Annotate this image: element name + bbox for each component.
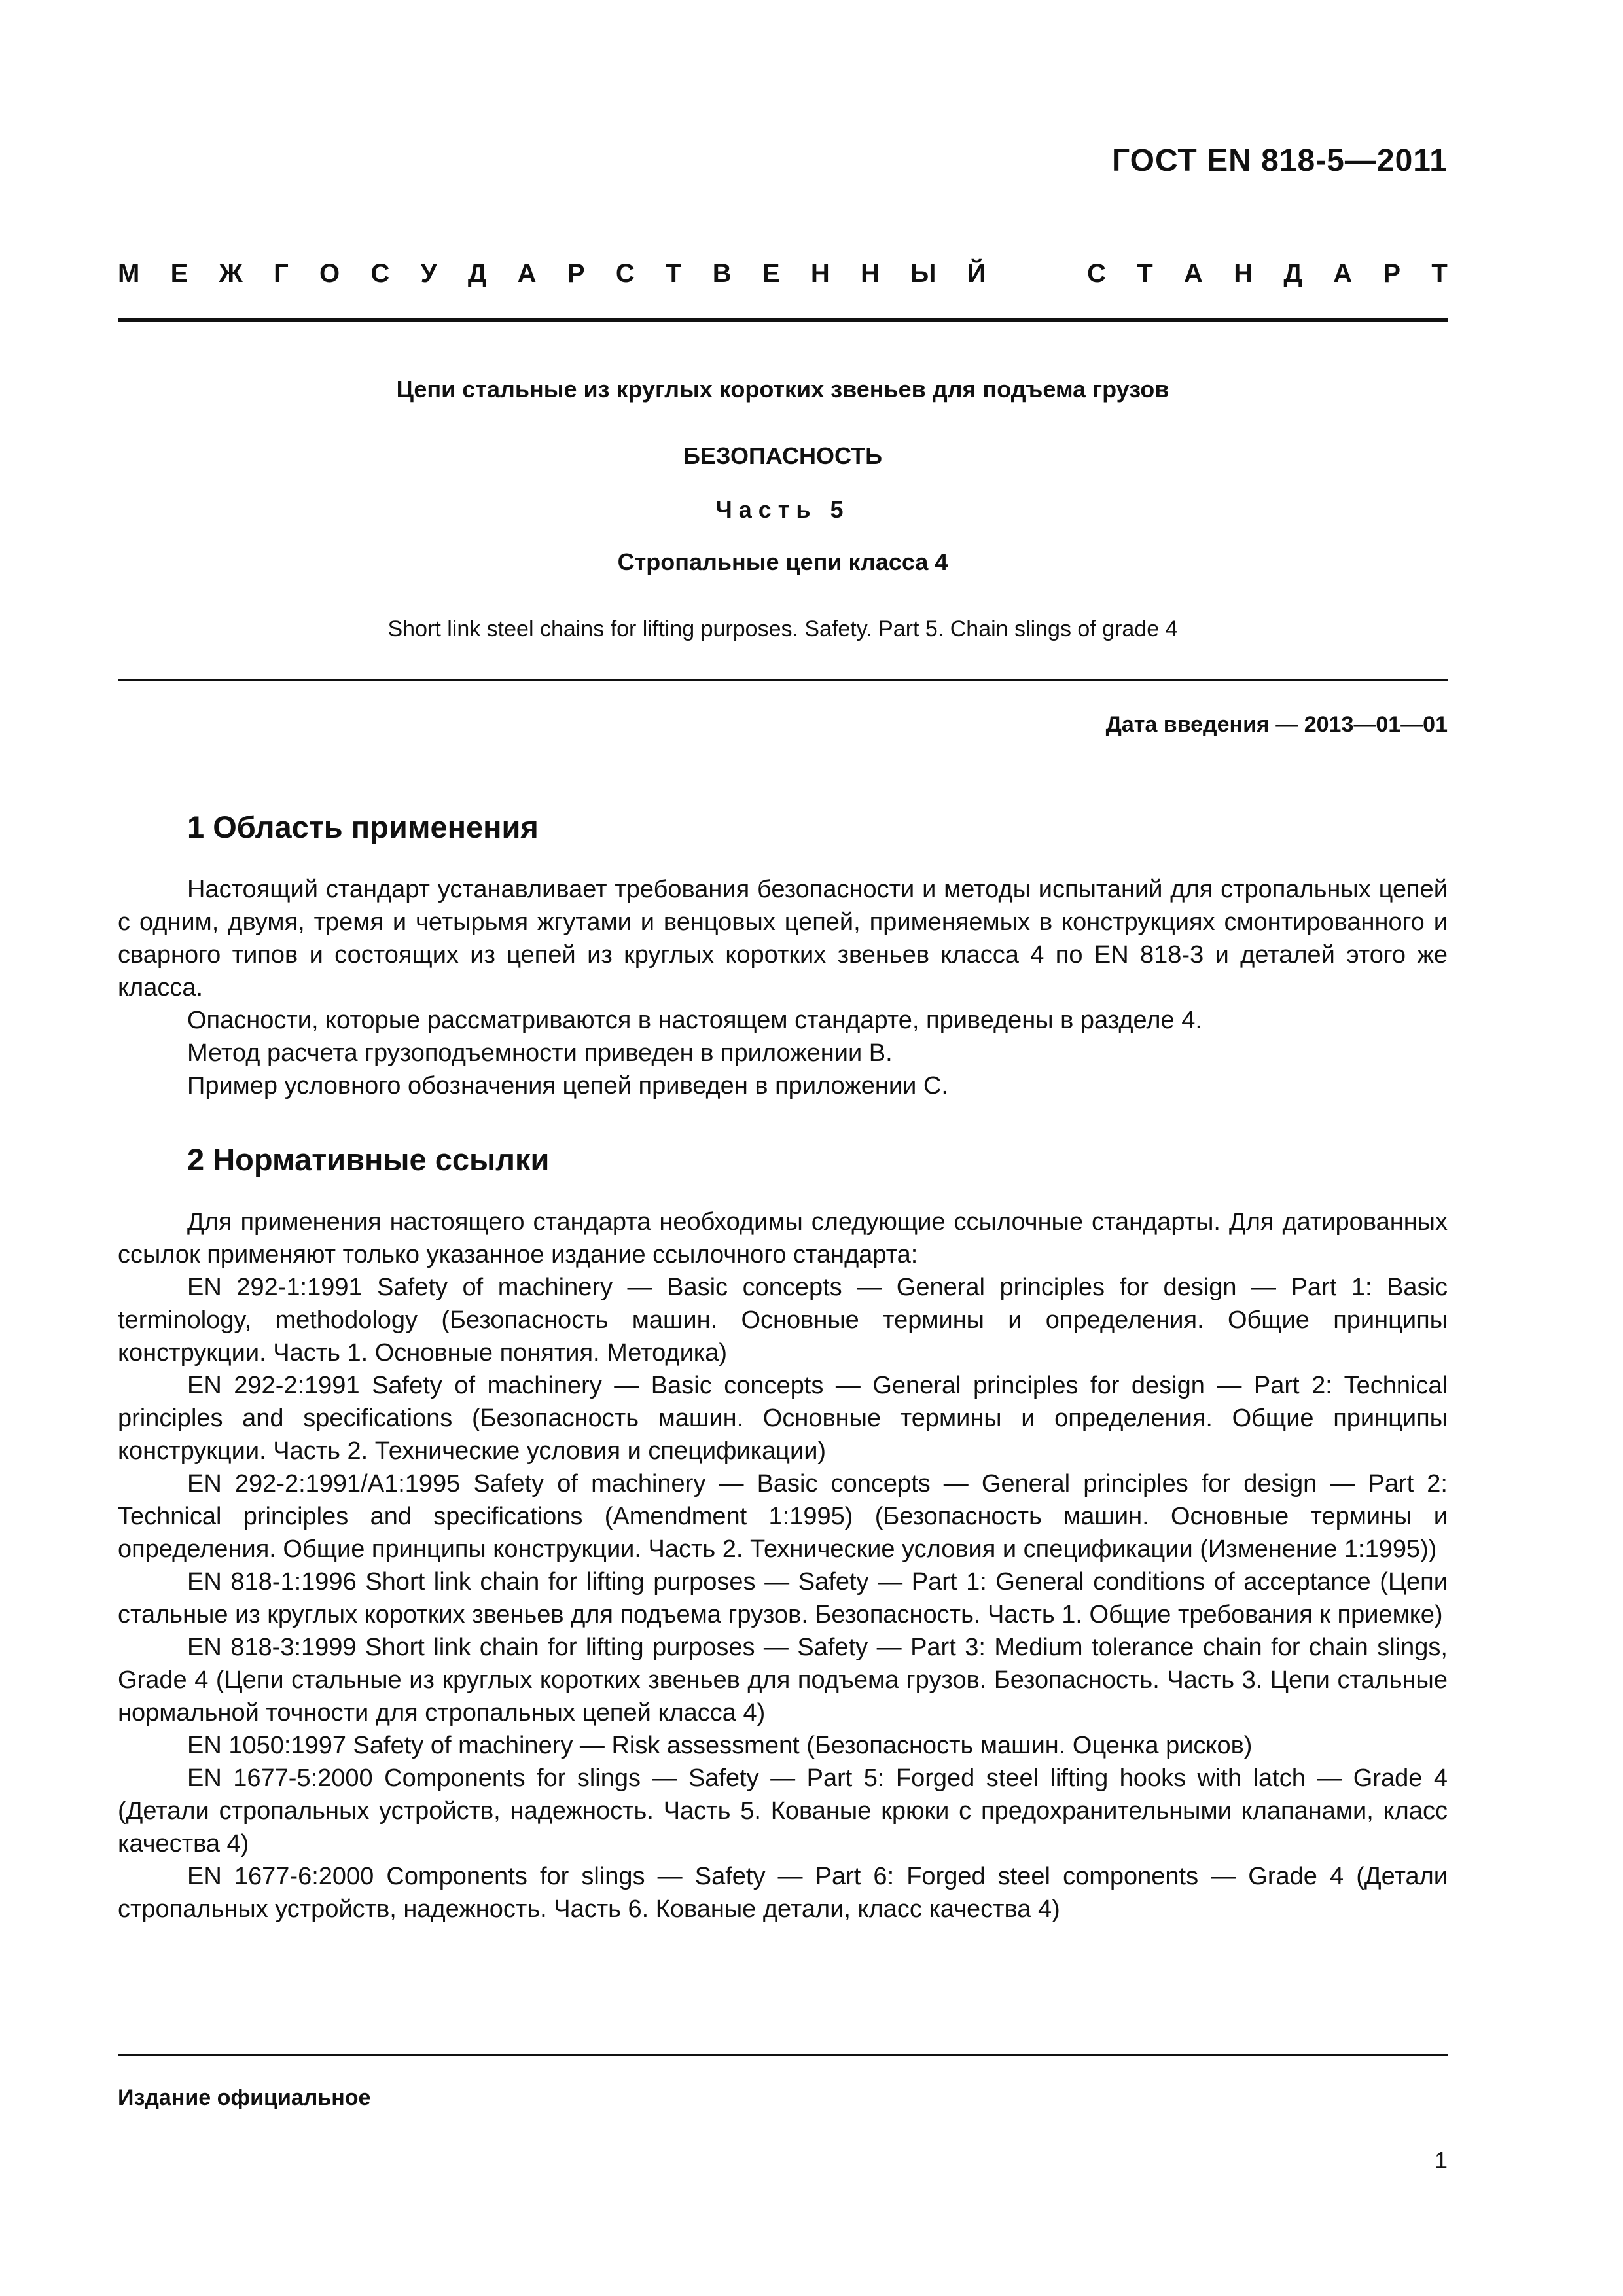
reference-entry: EN 818-1:1996 Short link chain for lifting purposes — Safety — Part 1: General conditions of acceptance (Цепи стальные из круглых коротких звеньев для подъема грузов. Безопасность. Часть 1. Общие требования к приемке) [118,1568,1448,1628]
reference-entry: EN 818-3:1999 Short link chain for lifting purposes — Safety — Part 3: Medium tolerance chain for chain slings, Grade 4 (Цепи стальные из круглых коротких звеньев для подъема грузов. Безопасность. Часть 3. Цепи стальные нормальной точности для стропальных цепей класса 4) [118,1634,1448,1727]
reference-entry: EN 1677-5:2000 Components for slings — Safety — Part 5: Forged steel lifting hooks with latch — Grade 4 (Детали стропальных устройств, надежность. Часть 5. Кованые крюки с предохранительными клапанами, класс качества 4) [118,1765,1448,1857]
introduction-date: Дата введения — 2013—01—01 [1105,712,1448,737]
paragraph: Пример условного обозначения цепей приведен в приложении С. [187,1072,948,1100]
gost-number: ГОСТ EN 818-5—2011 [1112,143,1448,178]
footer-divider [118,2054,1448,2056]
title-divider [118,679,1448,681]
paragraph: Опасности, которые рассматриваются в настоящем стандарте, приведены в разделе 4. [187,1007,1202,1034]
letter: Р [1383,259,1401,288]
letter: В [712,259,732,288]
letter: Д [1283,259,1302,288]
letter: Т [1137,259,1153,288]
subtitle: Стропальные цепи класса 4 [617,548,948,575]
reference-entry: EN 292-1:1991 Safety of machinery — Basic concepts — General principles for design — Part 1: Basic terminology, methodology (Безопасность машин. Основные термины и определения. Общие принципы конструкции. Часть 1. Основные понятия. Методика) [118,1274,1448,1367]
word-gap [1017,259,1056,289]
reference-entry: EN 1677-6:2000 Components for slings — Safety — Part 6: Forged steel components — Grade 4 (Детали стропальных устройств, надежность. Часть 6. Кованые детали, класс качества 4) [118,1863,1448,1923]
paragraph: Настоящий стандарт устанавливает требования безопасности и методы испытаний для стропальных цепей с одним, двумя, тремя и четырьмя жгутами и венцовых цепей, применяемых в конструкциях смонтированного и сварного типов и состоящих из цепей из круглых коротких звеньев класса 4 по EN 818-3 и деталей этого же класса. [118,876,1448,1001]
letter: Ж [219,259,243,288]
letter: Д [467,259,487,288]
english-title: Short link steel chains for lifting purposes. Safety. Part 5. Chain slings of grade 4 [387,617,1178,641]
section-2-heading: 2 Нормативные ссылки [187,1142,550,1177]
standard-type-heading [118,259,1448,289]
letter: Ы [910,259,936,288]
letter: А [517,259,537,288]
letter: С [1087,259,1106,288]
reference-entry: EN 292-2:1991 Safety of machinery — Basic concepts — General principles for design — Part 2: Technical principles and specifications (Безопасность машин. Основные термины и определения. Общие принципы конструкции. Часть 2. Технические условия и спецификации) [118,1372,1448,1465]
safety-title: БЕЗОПАСНОСТЬ [683,442,882,469]
letter: Н [1234,259,1253,288]
letter: С [370,259,390,288]
letter: У [420,259,437,288]
letter: А [1333,259,1353,288]
section-1-heading: 1 Область применения [187,810,539,844]
letter: С [615,259,635,288]
paragraph: Метод расчета грузоподъемности приведен в приложении В. [187,1039,893,1067]
letter: А [1184,259,1203,288]
letter: Н [861,259,880,288]
letter: Р [567,259,585,288]
letter: О [319,259,340,288]
letter: Й [967,259,986,288]
main-title: Цепи стальные из круглых коротких звеньев для подъема грузов [396,376,1169,403]
section-2-body [118,1206,1448,1926]
paragraph: Для применения настоящего стандарта необходимы следующие ссылочные стандарты. Для датированных ссылок применяют только указанное издание ссылочного стандарта: [118,1208,1448,1268]
page-number: 1 [1434,2147,1448,2174]
official-edition-label: Издание официальное [118,2085,371,2110]
letter: М [118,259,140,288]
letter: Н [810,259,830,288]
letter: Т [1431,259,1448,288]
reference-entry: EN 1050:1997 Safety of machinery — Risk assessment (Безопасность машин. Оценка рисков) [187,1732,1253,1759]
part-title: Часть 5 [715,496,850,523]
header-divider [118,318,1448,322]
letter: Е [762,259,780,288]
letter: Т [666,259,682,288]
reference-entry: EN 292-2:1991/A1:1995 Safety of machinery — Basic concepts — General principles for design — Part 2: Technical principles and specifications (Amendment 1:1995) (Безопасность машин. Основные термины и определения. Общие принципы конструкции. Часть 2. Технические условия и спецификации (Изменение 1:1995)) [118,1470,1448,1563]
letter: Г [274,259,289,288]
section-1-body [118,873,1448,1102]
letter: Е [170,259,188,288]
